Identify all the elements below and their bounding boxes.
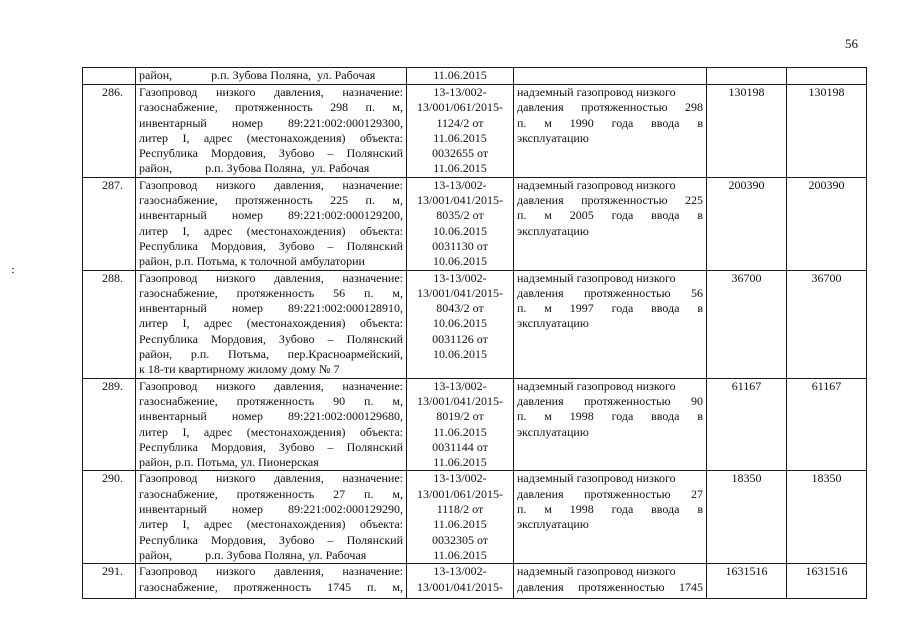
table-row xyxy=(83,85,867,178)
row-number-cell xyxy=(83,564,136,599)
value-cell xyxy=(787,177,867,270)
description-line: литер I, адрес (местонахождения) объекта: xyxy=(139,424,403,439)
registration-line: 13/001/041/2015- xyxy=(417,579,503,594)
registration-line: 1124/2 от xyxy=(436,115,484,130)
characteristics-line: эксплуатацию xyxy=(517,424,589,439)
registration-line: 11.06.2015 xyxy=(433,68,487,82)
registration-line: 0031144 от xyxy=(432,439,488,454)
table-row xyxy=(83,68,867,85)
table-row xyxy=(83,270,867,378)
registration-line: 11.06.2015 xyxy=(433,547,487,562)
registration-cell xyxy=(407,177,514,270)
margin-mark xyxy=(12,272,14,273)
registration-cell xyxy=(407,270,514,378)
row-number: 287. xyxy=(102,177,123,192)
description-line: Республика Мордовия, Зубово – Полянский xyxy=(139,146,403,161)
description-line: Республика Мордовия, Зубово – Полянский xyxy=(139,238,403,253)
row-number-cell xyxy=(83,68,136,85)
registration-cell xyxy=(407,85,514,178)
description-line: к 18-ти квартирному жилому дому № 7 xyxy=(139,362,340,377)
registration-line: 13-13/002- xyxy=(433,471,487,486)
registration-line: 13/001/041/2015- xyxy=(417,393,503,408)
description-line: Республика Мордовия, Зубово – Полянский xyxy=(139,532,403,547)
description-line: Газопровод низкого давления, назначение: xyxy=(139,564,403,579)
residual-value: 200390 xyxy=(808,177,845,192)
characteristics-line: п. м 1997 года ввода в xyxy=(517,301,703,316)
description-line: литер I, адрес (местонахождения) объекта: xyxy=(139,223,403,238)
characteristics-line: давления протяженностью 56 xyxy=(517,285,703,300)
registration-line: 11.06.2015 xyxy=(433,455,487,470)
characteristics-line: давления протяженностью 90 xyxy=(517,393,703,408)
book-value: 18350 xyxy=(731,471,762,486)
book-value: 130198 xyxy=(728,85,765,99)
registration-line: 8035/2 от xyxy=(436,208,484,223)
registration-line: 11.06.2015 xyxy=(433,424,487,439)
characteristics-line: эксплуатацию xyxy=(517,130,589,145)
description-line: литер I, адрес (местонахождения) объекта: xyxy=(139,316,403,331)
characteristics-line: эксплуатацию xyxy=(517,316,589,331)
registry-table-body xyxy=(83,68,867,599)
row-number-cell xyxy=(83,85,136,178)
characteristics-line: п. м 1998 года ввода в xyxy=(517,409,703,424)
description-line: район, р.п. Потьма, ул. Пионерская xyxy=(139,455,319,470)
registration-cell xyxy=(407,68,514,85)
registration-line: 10.06.2015 xyxy=(433,316,487,331)
residual-value: 61167 xyxy=(811,378,842,393)
registration-line: 11.06.2015 xyxy=(433,130,487,145)
registration-cell xyxy=(407,471,514,564)
description-line: инвентарный номер 89:221:002:000129290, xyxy=(139,502,403,517)
row-number-cell xyxy=(83,378,136,471)
registration-line: 8043/2 от xyxy=(436,301,484,316)
characteristics-line: давления протяженностью 1745 xyxy=(517,579,703,594)
row-number: 286. xyxy=(102,85,123,99)
value-cell xyxy=(787,378,867,471)
book-value: 61167 xyxy=(731,378,762,393)
value-cell xyxy=(707,177,787,270)
description-line: газоснабжение, протяженность 298 п. м, xyxy=(139,100,403,115)
characteristics-cell xyxy=(514,564,707,599)
characteristics-line: п. м 2005 года ввода в xyxy=(517,208,703,223)
value-cell xyxy=(787,68,867,85)
row-number: 289. xyxy=(102,378,123,393)
description-line: Газопровод низкого давления, назначение: xyxy=(139,378,403,393)
object-description-cell xyxy=(136,378,407,471)
description-line: район, р.п. Зубова Поляна, ул. Рабочая xyxy=(139,547,367,562)
residual-value: 130198 xyxy=(808,85,845,99)
registration-line: 0031126 от xyxy=(432,331,488,346)
object-description-cell xyxy=(136,270,407,378)
characteristics-line: давления протяженностью 298 xyxy=(517,100,703,115)
page-number: 56 xyxy=(845,36,858,51)
registration-line: 1118/2 от xyxy=(436,502,484,517)
registration-line: 10.06.2015 xyxy=(433,223,487,238)
description-line: Газопровод низкого давления, назначение: xyxy=(139,270,403,285)
registration-line: 10.06.2015 xyxy=(433,254,487,269)
description-line: Республика Мордовия, Зубово – Полянский xyxy=(139,331,403,346)
registration-line: 0032305 от xyxy=(431,532,489,547)
value-cell xyxy=(787,270,867,378)
table-row xyxy=(83,564,867,599)
row-number-cell xyxy=(83,177,136,270)
value-cell xyxy=(707,564,787,599)
margin-mark xyxy=(12,268,14,269)
characteristics-cell xyxy=(514,378,707,471)
description-line: газоснабжение, протяженность 90 п. м, xyxy=(139,393,403,408)
description-line: инвентарный номер 89:221:002:000129300, xyxy=(139,115,403,130)
characteristics-cell xyxy=(514,68,707,85)
value-cell xyxy=(707,270,787,378)
description-line: газоснабжение, протяженность 56 п. м, xyxy=(139,285,403,300)
registration-cell xyxy=(407,378,514,471)
characteristics-cell xyxy=(514,270,707,378)
value-cell xyxy=(787,85,867,178)
row-number-cell xyxy=(83,471,136,564)
registration-line: 13-13/002- xyxy=(433,85,487,99)
book-value: 36700 xyxy=(731,270,762,285)
description-line: газоснабжение, протяженность 225 п. м, xyxy=(139,193,403,208)
description-line: район, р.п. Потьма, пер.Красноармейский, xyxy=(139,347,403,362)
book-value: 1631516 xyxy=(725,564,768,579)
object-description-cell xyxy=(136,564,407,599)
characteristics-line: надземный газопровод низкого xyxy=(517,270,676,285)
object-description-cell xyxy=(136,85,407,178)
value-cell xyxy=(707,378,787,471)
characteristics-line: эксплуатацию xyxy=(517,517,589,532)
characteristics-line: давления протяженностью 27 xyxy=(517,486,703,501)
table-row xyxy=(83,471,867,564)
residual-value: 18350 xyxy=(811,471,842,486)
registration-line: 0031130 от xyxy=(432,238,488,253)
characteristics-line: надземный газопровод низкого xyxy=(517,177,676,192)
row-number: 290. xyxy=(102,471,123,486)
characteristics-line: эксплуатацию xyxy=(517,223,589,238)
description-line: Газопровод низкого давления, назначение: xyxy=(139,471,403,486)
description-line: инвентарный номер 89:221:002:000129200, xyxy=(139,208,403,223)
description-line: Газопровод низкого давления, назначение: xyxy=(139,85,403,99)
registration-line: 13-13/002- xyxy=(433,270,487,285)
registration-line: 11.06.2015 xyxy=(433,517,487,532)
object-description-cell xyxy=(136,471,407,564)
registration-line: 13-13/002- xyxy=(433,177,487,192)
row-number: 288. xyxy=(102,270,123,285)
characteristics-line: п. м 1990 года ввода в xyxy=(517,115,703,130)
characteristics-cell xyxy=(514,85,707,178)
characteristics-line: надземный газопровод низкого xyxy=(517,564,676,579)
registration-line: 13/001/041/2015- xyxy=(417,285,503,300)
residual-value: 1631516 xyxy=(805,564,848,579)
description-line: литер I, адрес (местонахождения) объекта: xyxy=(139,130,403,145)
table-row xyxy=(83,378,867,471)
registration-line: 13/001/061/2015- xyxy=(417,100,503,115)
description-line: газоснабжение, протяженность 1745 п. м, xyxy=(139,579,403,594)
table-row xyxy=(83,177,867,270)
registration-line: 11.06.2015 xyxy=(433,161,487,176)
description-line: Республика Мордовия, Зубово – Полянский xyxy=(139,439,403,454)
book-value: 200390 xyxy=(728,177,765,192)
object-description-cell xyxy=(136,68,407,85)
characteristics-line: надземный газопровод низкого xyxy=(517,85,676,99)
value-cell xyxy=(707,471,787,564)
property-registry-table xyxy=(82,67,867,599)
description-line: район, р.п. Потьма, к толочной амбулатории xyxy=(139,254,365,269)
characteristics-cell xyxy=(514,177,707,270)
value-cell xyxy=(707,85,787,178)
row-number: 291. xyxy=(102,564,123,579)
registration-line: 0032655 от xyxy=(431,146,489,161)
characteristics-line: надземный газопровод низкого xyxy=(517,471,676,486)
value-cell xyxy=(707,68,787,85)
registration-line: 13-13/002- xyxy=(433,378,487,393)
description-line: инвентарный номер 89:221:002:000128910, xyxy=(139,301,403,316)
characteristics-line: п. м 1998 года ввода в xyxy=(517,502,703,517)
description-line: район, р.п. Зубова Поляна, ул. Рабочая xyxy=(139,161,370,176)
characteristics-cell xyxy=(514,471,707,564)
registration-line: 13-13/002- xyxy=(433,564,487,579)
row-number-cell xyxy=(83,270,136,378)
description-line: Газопровод низкого давления, назначение: xyxy=(139,177,403,192)
characteristics-line: давления протяженностью 225 xyxy=(517,193,703,208)
object-description-cell xyxy=(136,177,407,270)
value-cell xyxy=(787,564,867,599)
registration-line: 13/001/061/2015- xyxy=(417,486,503,501)
description-line: район, р.п. Зубова Поляна, ул. Рабочая xyxy=(139,68,376,82)
value-cell xyxy=(787,471,867,564)
residual-value: 36700 xyxy=(811,270,842,285)
characteristics-line: надземный газопровод низкого xyxy=(517,378,676,393)
registration-line: 13/001/041/2015- xyxy=(417,193,503,208)
registration-line: 10.06.2015 xyxy=(433,347,487,362)
description-line: инвентарный номер 89:221:002:000129680, xyxy=(139,409,403,424)
registration-cell xyxy=(407,564,514,599)
description-line: литер I, адрес (местонахождения) объекта: xyxy=(139,517,403,532)
registration-line: 8019/2 от xyxy=(436,409,484,424)
description-line: газоснабжение, протяженность 27 п. м, xyxy=(139,486,403,501)
